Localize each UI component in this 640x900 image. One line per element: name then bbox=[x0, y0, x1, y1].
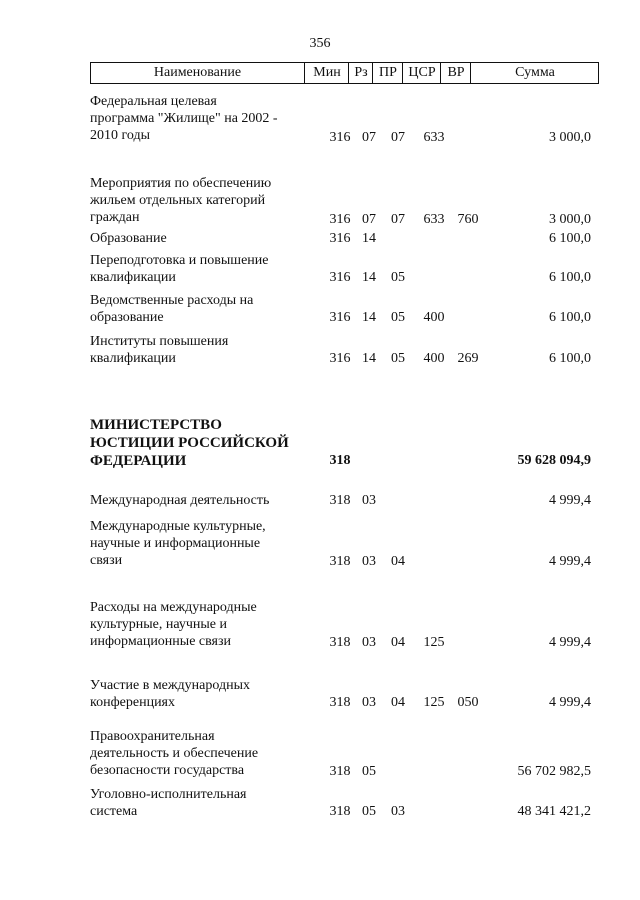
table-row bbox=[0, 492, 640, 509]
row-pr: 04 bbox=[391, 554, 405, 569]
row-sum: 6 100,0 bbox=[549, 231, 591, 246]
row-min: 318 bbox=[329, 635, 351, 650]
row-name: Уголовно-исполнительная система bbox=[90, 787, 247, 819]
page-number: 356 bbox=[309, 36, 331, 51]
row-vr: 760 bbox=[457, 212, 479, 227]
header-vr: ВР bbox=[440, 63, 471, 83]
table-row bbox=[0, 518, 640, 570]
row-min: 318 bbox=[329, 804, 351, 819]
table-row bbox=[0, 93, 640, 146]
row-pr: 05 bbox=[391, 351, 405, 366]
row-name: Институты повышения квалификации bbox=[90, 334, 229, 366]
row-min: 318 bbox=[329, 554, 351, 569]
table-row bbox=[0, 333, 640, 367]
row-min: 318 bbox=[329, 764, 351, 779]
row-rz: 14 bbox=[362, 310, 376, 325]
row-vr: 269 bbox=[457, 351, 479, 366]
row-min: 318 bbox=[329, 453, 351, 468]
row-sum: 3 000,0 bbox=[549, 130, 591, 145]
row-sum: 48 341 421,2 bbox=[517, 804, 591, 819]
row-min: 316 bbox=[329, 270, 351, 285]
row-pr: 04 bbox=[391, 635, 405, 650]
row-name: МИНИСТЕРСТВО ЮСТИЦИИ РОССИЙСКОЙ ФЕДЕРАЦИИ bbox=[90, 417, 289, 469]
table-row bbox=[0, 786, 640, 820]
row-name: Расходы на международные культурные, научные и информационные связи bbox=[90, 600, 257, 649]
table-row bbox=[0, 728, 640, 780]
row-name: Мероприятия по обеспечению жильем отдельных категорий граждан bbox=[90, 176, 272, 225]
row-sum: 59 628 094,9 bbox=[517, 453, 591, 468]
table-row bbox=[0, 599, 640, 651]
header-csr: ЦСР bbox=[402, 63, 441, 83]
row-csr: 400 bbox=[423, 310, 445, 325]
row-sum: 3 000,0 bbox=[549, 212, 591, 227]
row-csr: 633 bbox=[423, 130, 445, 145]
row-pr: 05 bbox=[391, 270, 405, 285]
row-min: 316 bbox=[329, 231, 351, 246]
row-name: Правоохранительная деятельность и обеспечение безопасности государства bbox=[90, 729, 259, 778]
table-row-ministry bbox=[0, 416, 640, 470]
row-name: Международные культурные, научные и информационные связи bbox=[90, 519, 266, 568]
row-name: Международная деятельность bbox=[90, 493, 270, 508]
row-rz: 07 bbox=[362, 130, 376, 145]
row-rz: 14 bbox=[362, 270, 376, 285]
header-pr: ПР bbox=[372, 63, 403, 83]
row-sum: 4 999,4 bbox=[549, 635, 591, 650]
table-row bbox=[0, 252, 640, 286]
table-row bbox=[0, 292, 640, 326]
header-min: Мин bbox=[304, 63, 349, 83]
row-min: 318 bbox=[329, 493, 351, 508]
header-name: Наименование bbox=[153, 65, 242, 80]
row-pr: 05 bbox=[391, 310, 405, 325]
table-header bbox=[90, 62, 599, 84]
row-rz: 14 bbox=[362, 351, 376, 366]
row-name: Участие в международных конференциях bbox=[90, 678, 251, 710]
row-pr: 07 bbox=[391, 130, 405, 145]
row-rz: 05 bbox=[362, 804, 376, 819]
row-csr: 400 bbox=[423, 351, 445, 366]
row-sum: 6 100,0 bbox=[549, 270, 591, 285]
header-sum: Сумма bbox=[470, 63, 599, 83]
row-rz: 03 bbox=[362, 554, 376, 569]
row-min: 316 bbox=[329, 351, 351, 366]
row-rz: 03 bbox=[362, 695, 376, 710]
row-sum: 4 999,4 bbox=[549, 554, 591, 569]
row-sum: 6 100,0 bbox=[549, 310, 591, 325]
row-min: 316 bbox=[329, 212, 351, 227]
row-rz: 07 bbox=[362, 212, 376, 227]
row-pr: 03 bbox=[391, 804, 405, 819]
row-rz: 03 bbox=[362, 635, 376, 650]
row-name: Переподготовка и повышение квалификации bbox=[90, 253, 269, 285]
row-sum: 4 999,4 bbox=[549, 493, 591, 508]
table-row bbox=[0, 677, 640, 711]
row-min: 316 bbox=[329, 130, 351, 145]
row-min: 316 bbox=[329, 310, 351, 325]
row-rz: 05 bbox=[362, 764, 376, 779]
row-sum: 4 999,4 bbox=[549, 695, 591, 710]
table-row bbox=[0, 175, 640, 228]
header-rz: Рз bbox=[348, 63, 373, 83]
table-row bbox=[0, 230, 640, 247]
row-csr: 125 bbox=[423, 635, 445, 650]
row-sum: 6 100,0 bbox=[549, 351, 591, 366]
row-csr: 125 bbox=[423, 695, 445, 710]
row-name: Федеральная целевая программа "Жилище" на 2002 - 2010 годы bbox=[90, 94, 278, 143]
row-vr: 050 bbox=[457, 695, 479, 710]
row-rz: 03 bbox=[362, 493, 376, 508]
row-name: Образование bbox=[90, 231, 167, 246]
row-min: 318 bbox=[329, 695, 351, 710]
row-pr: 04 bbox=[391, 695, 405, 710]
row-sum: 56 702 982,5 bbox=[517, 764, 591, 779]
row-rz: 14 bbox=[362, 231, 376, 246]
row-name: Ведомственные расходы на образование bbox=[90, 293, 254, 325]
row-csr: 633 bbox=[423, 212, 445, 227]
row-pr: 07 bbox=[391, 212, 405, 227]
